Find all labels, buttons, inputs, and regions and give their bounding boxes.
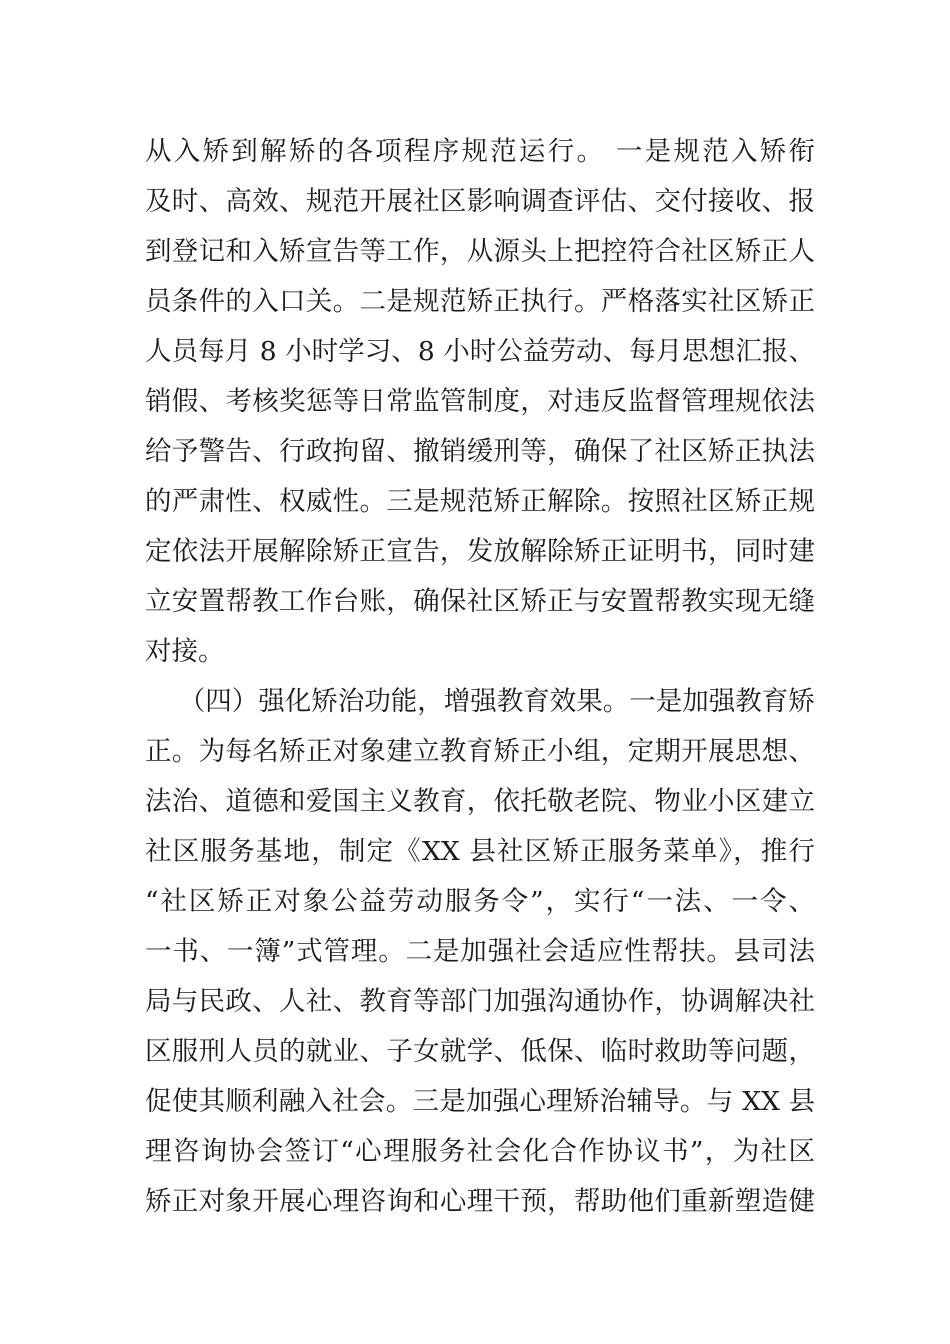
text-line: 促使其顺利融入社会。三是加强心理矫治辅导。与 XX 县 bbox=[145, 1086, 815, 1117]
text-line: 从入矫到解矫的各项程序规范运行。 一是规范入矫衔 bbox=[145, 136, 815, 167]
text-line: 员条件的入口关。二是规范矫正执行。严格落实社区矫正 bbox=[145, 286, 815, 317]
text-line: 一书、一簿”式管理。二是加强社会适应性帮扶。县司法 bbox=[145, 936, 815, 967]
text-line: 理咨询协会签订“心理服务社会化合作协议书”，为社区 bbox=[145, 1136, 815, 1167]
text-line: 人员每月 8 小时学习、8 小时公益劳动、每月思想汇报、 bbox=[145, 336, 815, 367]
body-text bbox=[145, 127, 815, 1227]
text-line: 销假、考核奖惩等日常监管制度，对违反监督管理规依法 bbox=[145, 386, 815, 417]
text-line: 的严肃性、权威性。三是规范矫正解除。按照社区矫正规 bbox=[145, 486, 815, 517]
text-line: 正。为每名矫正对象建立教育矫正小组，定期开展思想、 bbox=[145, 736, 815, 767]
text-line: 对接。 bbox=[145, 636, 225, 667]
text-line: 定依法开展解除矫正宣告，发放解除矫正证明书，同时建 bbox=[145, 536, 815, 567]
text-line: 局与民政、人社、教育等部门加强沟通协作，协调解决社 bbox=[145, 986, 815, 1017]
text-line: 到登记和入矫宣告等工作，从源头上把控符合社区矫正人 bbox=[145, 236, 815, 267]
text-line: 给予警告、行政拘留、撤销缓刑等，确保了社区矫正执法 bbox=[145, 436, 815, 467]
text-line: 及时、高效、规范开展社区影响调查评估、交付接收、报 bbox=[145, 186, 815, 217]
text-line: （四）强化矫治功能，增强教育效果。一是加强教育矫 bbox=[145, 686, 815, 717]
text-line: 矫正对象开展心理咨询和心理干预，帮助他们重新塑造健 bbox=[145, 1186, 815, 1217]
text-line: 立安置帮教工作台账，确保社区矫正与安置帮教实现无缝 bbox=[145, 586, 815, 617]
text-line: 区服刑人员的就业、子女就学、低保、临时救助等问题， bbox=[145, 1036, 815, 1067]
text-line: 法治、道德和爱国主义教育，依托敬老院、物业小区建立 bbox=[145, 786, 815, 817]
text-line: “社区矫正对象公益劳动服务令”，实行“一法、一令、 bbox=[145, 886, 815, 917]
text-line: 社区服务基地，制定《XX 县社区矫正服务菜单》，推行 bbox=[145, 836, 815, 867]
